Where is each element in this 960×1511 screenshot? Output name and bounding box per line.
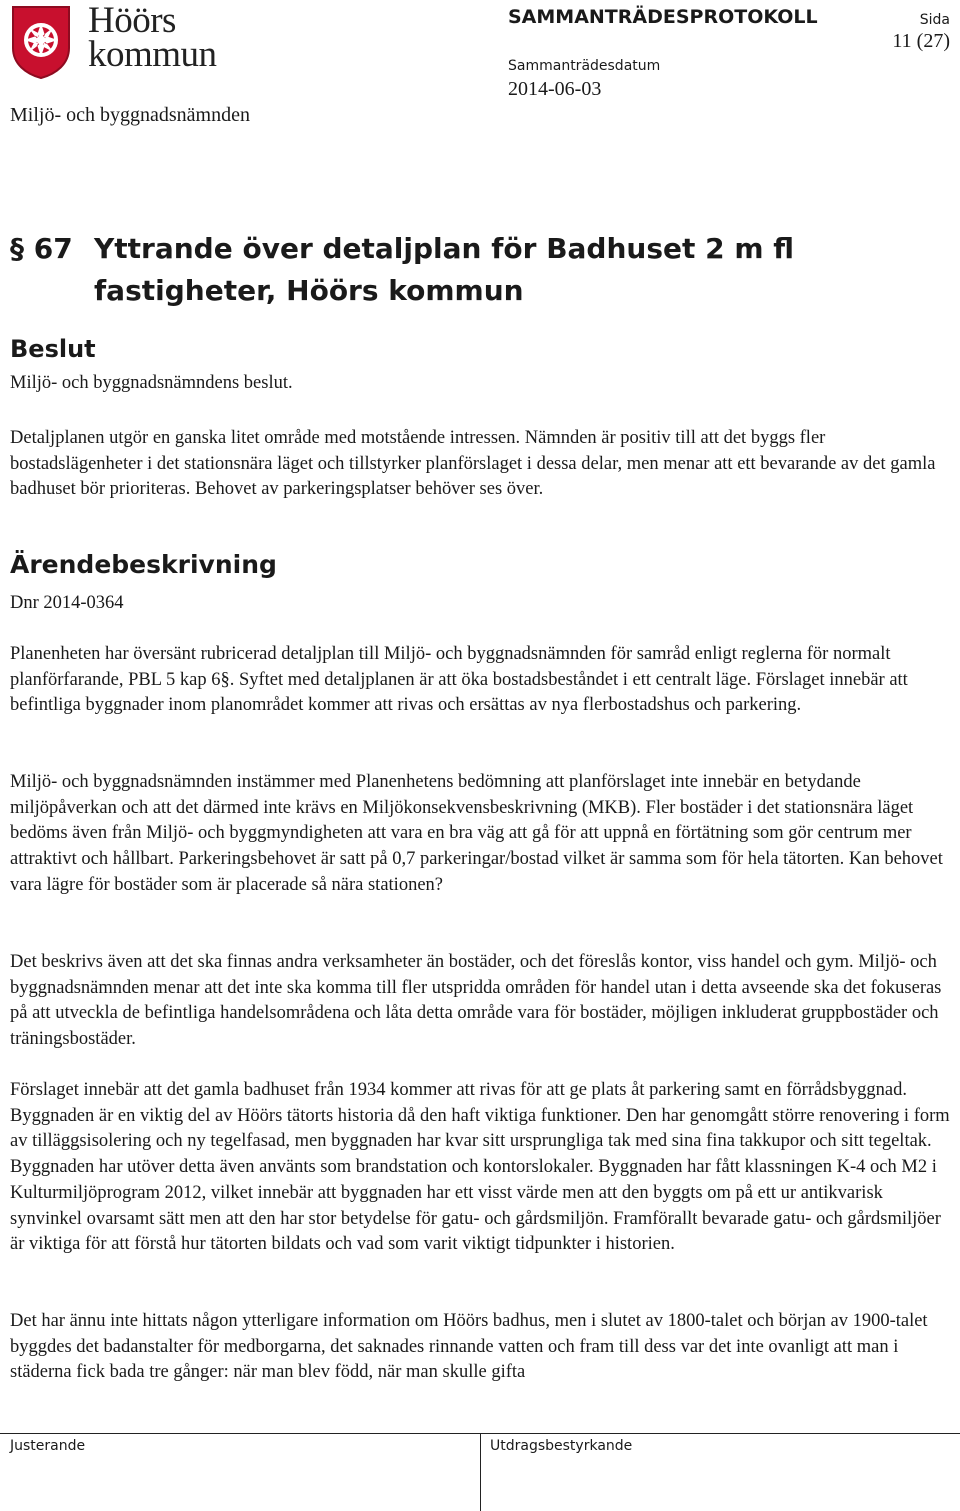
document-type: SAMMANTRÄDESPROTOKOLL [508, 6, 818, 28]
logo-line-2: kommun [88, 34, 217, 75]
page-number: 11 (27) [892, 30, 950, 52]
coat-of-arms-icon [10, 4, 72, 80]
body-paragraph: Planenheten har översänt rubricerad detaljplan till Miljö- och byggnadsnämnden för samråd enligt reglerna för normalt planförfarande, PBL 5 kap 6§. Syftet med detaljplanen är att öka bostadsbeståndet i ett centralt läge. Förslaget innebär att befintliga byggnader inom planområdet kommer att rivas och ersättas av nya flerbostadshus och parkering. [10, 644, 908, 716]
utdragsbestyrkande-label: Utdragsbestyrkande [490, 1438, 633, 1454]
organization-name: Miljö- och byggnadsnämnden [10, 104, 250, 126]
body-paragraph: Förslaget innebär att det gamla badhuset från 1934 kommer att rivas för att ge plats åt parkering samt en förrådsbyggnad. Byggnaden är en viktig del av Höörs tätorts historia då den haft viktiga funktioner. Den har genomgått större renovering i form av tilläggsisolering och ny tegelfasad, men byggnaden har kvar sitt ursprungliga tak med sina fina takkupor och sitt tegeltak. Byggnaden har utöver detta även använts som brandstation och kontorslokaler. Byggnaden har fått klassningen K-4 och M2 i Kulturmiljöprogram 2012, vilket innebär att byggnaden har ett visst värde men att den byggts om på ett ur antikvarisk synvinkel ovarsamt sätt men att den har stor betydelse för gatu- och gårdsmiljön. Framförallt bevarade gatu- och gårdsmiljöer är viktiga för att förstå hur tätorten bildats och vad som varit viktigt tidpunkter i historien. [10, 1080, 950, 1255]
body-paragraph: Miljö- och byggnadsnämnden instämmer med Planenhetens bedömning att planförslaget inte innebär en betydande miljöpåverkan och att det därmed inte krävs en Miljökonsekvensbeskrivning (MKB). Fler bostäder i det stationsnära läget bedöms även från Miljö- och byggmyndigheten att vara en bra väg att gå för att uppnå en förtätning som gör centrum mer attraktivt och hållbart. Parkeringsbehovet är satt på 0,7 parkeringar/bostad vilket är samma som för hela tätorten. Kan behovet vara lägre för bostäder som är placerade så nära stationen? [10, 772, 943, 895]
logo-wordmark [88, 0, 217, 75]
meeting-date: 2014-06-03 [508, 78, 602, 100]
beslut-heading: Beslut [10, 335, 96, 363]
body-paragraph: Det beskrivs även att det ska finnas andra verksamheter än bostäder, och det föreslås kontor, viss handel och gym. Miljö- och byggnadsnämnden menar att det inte ska komma till fler utspridda områden för handel utan i detta avseende ska det fokuseras på att utveckla de befintliga handelsområdena och låta detta område vara för bostäder, möjligen inkluderat gruppbostäder och träningsbostäder. [10, 952, 942, 1050]
body-paragraph: Det har ännu inte hittats någon ytterligare information om Höörs badhus, men i slutet av 1800-talet och början av 1900-talet byggdes det badanstalter för medborgarna, det saknades rinnande vatten och fram till dess var det inte ovanligt att man i städerna fick bada tre gånger: när man blev född, när man skulle gifta [10, 1311, 928, 1383]
paragraph-number: § 67 [10, 232, 73, 265]
section-title: Yttrande över detaljplan för Badhuset 2 m fl fastigheter, Höörs kommun [94, 232, 795, 307]
page-label: Sida [919, 12, 950, 28]
footer-column-divider [480, 1433, 481, 1511]
diary-number: Dnr 2014-0364 [10, 593, 124, 613]
municipality-logo [10, 0, 230, 80]
beslut-text: Detaljplanen utgör en ganska litet område med motstående intressen. Nämnden är positiv till att det byggs fler bostadslägenheter i det stationsnära läget och tillstyrker planförslaget i dessa delar, men menar att ett bevarande av det gamla badhuset bör prioriteras. Behovet av parkeringsplatser behöver ses över. [10, 428, 936, 500]
justerande-label: Justerande [10, 1438, 86, 1454]
logo-line-1: Höörs [88, 0, 176, 41]
beslut-subheading: Miljö- och byggnadsnämndens beslut. [10, 373, 293, 393]
meeting-date-label: Sammanträdesdatum [508, 58, 661, 74]
arendebeskrivning-heading: Ärendebeskrivning [10, 550, 277, 579]
